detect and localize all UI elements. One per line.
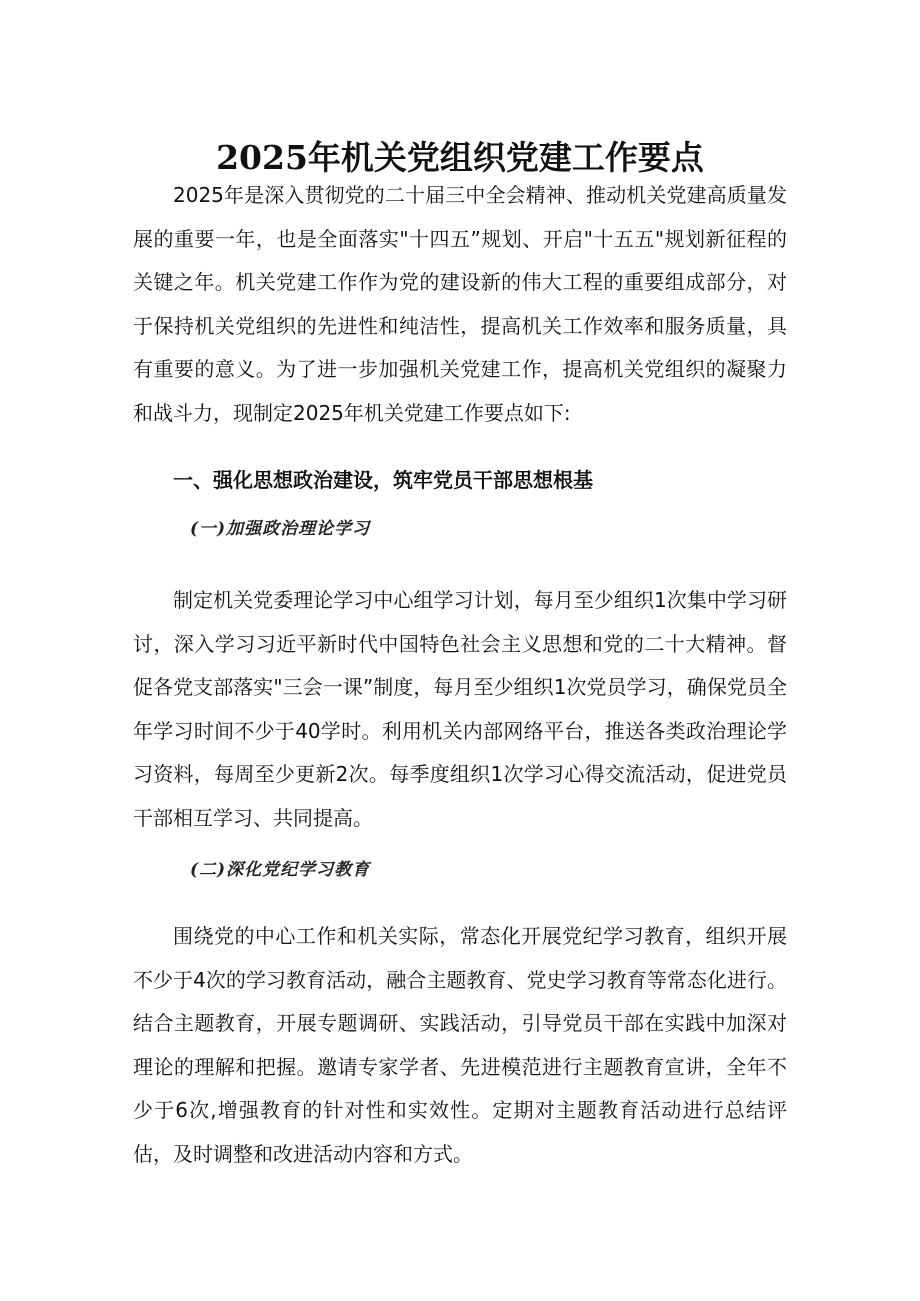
subsection-2-paragraph: 围绕党的中心工作和机关实际，常态化开展党纪学习教育，组织开展不少于4次的学习教育活动，融合主题教育、党史学习教育等常态化进行。结合主题教育，开展专题调研、实践活动，引导党员干部在实践中加深对理论的理解和把握。邀请专家学者、先进模范进行主题教育宣讲，全年不少于6次,增强教育的针对性和实效性。定期对主题教育活动进行总结评估，及时调整和改进活动内容和方式。 (133, 924, 787, 1166)
section-heading: 一、强化思想政治建设，筑牢党员干部思想根基 (173, 468, 593, 492)
subsection-1-paragraph: 制定机关党委理论学习中心组学习计划，每月至少组织1次集中学习研讨，深入学习习近平新时代中国特色社会主义思想和党的二十大精神。督促各党支部落实"三会一课”制度，每月至少组织1次党员学习，确保党员全年学习时间不少于40学时。利用机关内部网络平台，推送各类政治理论学习资料，每周至少更新2次。每季度组织1次学习心得交流活动，促进党员干部相互学习、共同提高。 (133, 588, 787, 830)
document-title: 2025年机关党组织党建工作要点 (216, 138, 704, 178)
subsection-heading-1: (一)加强政治理论学习 (190, 519, 371, 539)
intro-paragraph: 2025年是深入贯彻党的二十届三中全会精神、推动机关党建高质量发展的重要一年，也是全面落实"十四五”规划、开启"十五五"规划新征程的关键之年。机关党建工作作为党的建设新的伟大工程的重要组成部分，对于保持机关党组织的先进性和纯洁性，提高机关工作效率和服务质量，具有重要的意义。为了进一步加强机关党建工作，提高机关党组织的凝聚力和战斗力，现制定2025年机关党建工作要点如下: (133, 183, 787, 425)
subsection-heading-2: (二)深化党纪学习教育 (190, 860, 371, 880)
